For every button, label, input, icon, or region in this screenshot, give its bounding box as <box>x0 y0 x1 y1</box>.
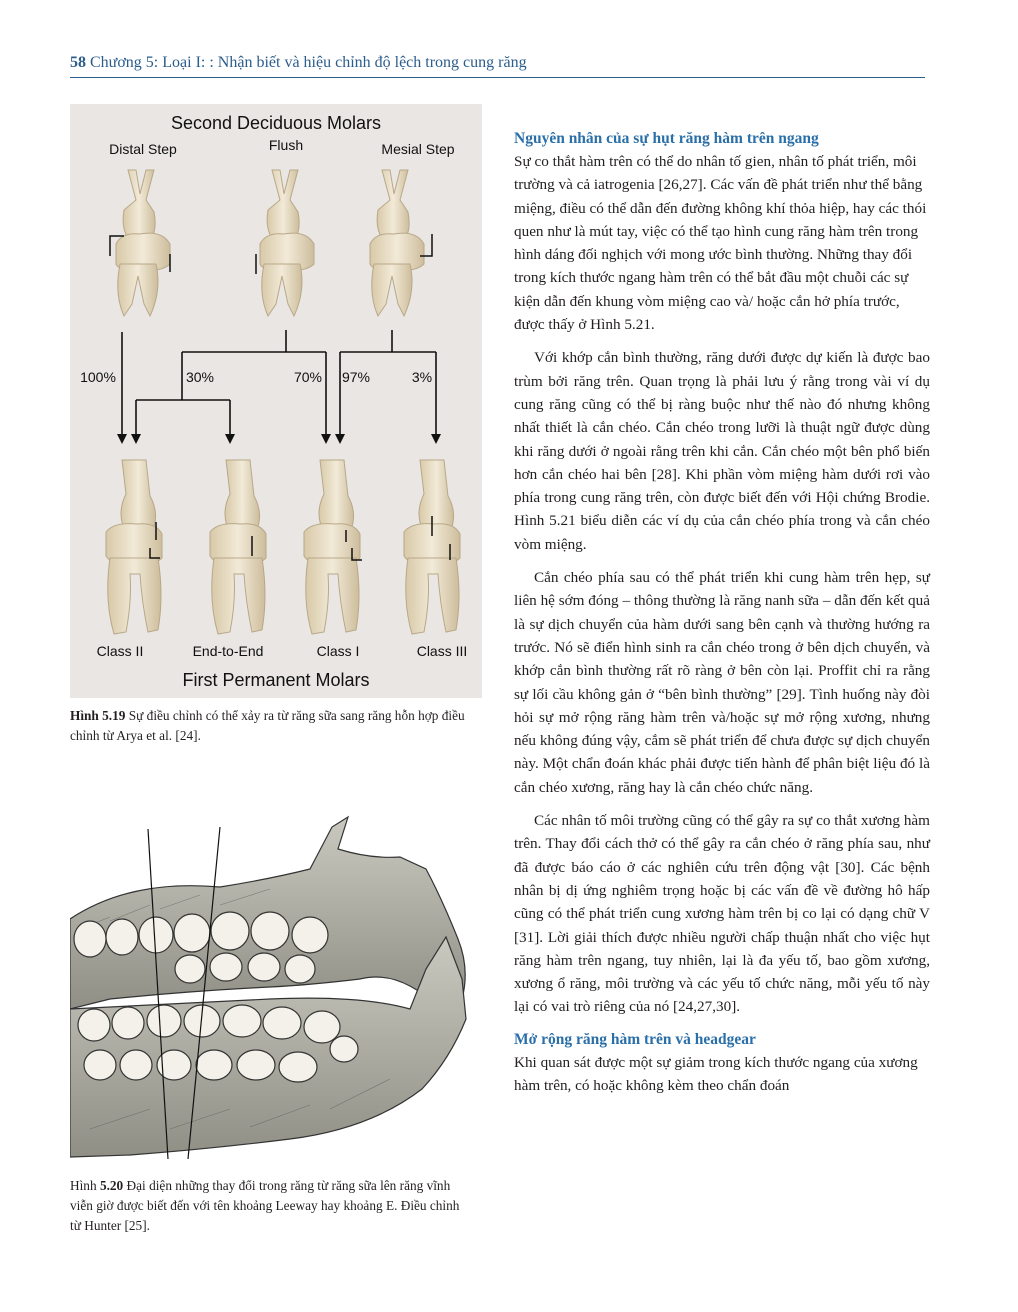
permanent-tooth-class-ii <box>106 460 162 634</box>
molar-diagram <box>70 104 482 698</box>
label-end-to-end: End-to-End <box>192 643 264 659</box>
paragraph: Cắn chéo phía sau có thể phát triển khi cung hàm trên hẹp, sự liên hệ sớm đóng – thông thường là răng nanh sữa – dẫn đến kết quả là sự dịch chuyển của hàm dưới sang bên cạnh và thường hướng ra trước. Nó sẽ điển hình sinh ra cắn chéo trong ở bên dịch chuyển, và khớp cắn bình thường rất rõ ràng ở bên còn lại. Proffit chỉ ra rằng sự lối cầu không gản ở “bên bình thường” [29]. Tình huống này đòi hỏi sự mở rộng răng hàm trên và/hoặc sự mở rộng xương, nhưng nếu không đúng vậy, cắm sẽ phát triển để chưa được sự dịch chuyển này. Một chẩn đoán khác phải được tiến hành để phân biệt liệu đó là cắn chéo xương, răng hay là cắn chéo chức năng. <box>514 569 930 796</box>
section-heading: Nguyên nhân của sự hụt răng hàm trên ngang <box>514 130 819 147</box>
flow-arrows <box>122 330 436 436</box>
jaw-illustration <box>70 809 482 1171</box>
section-heading: Mở rộng răng hàm trên và headgear <box>514 1030 756 1048</box>
label-class-iii: Class III <box>416 643 468 659</box>
permanent-tooth-class-iii <box>404 460 460 634</box>
chapter-title: Chương 5: Loại I: : Nhận biết và hiệu chỉnh độ lệch trong cung răng <box>90 54 527 71</box>
caption-prefix: Hình <box>70 1178 97 1193</box>
deciduous-tooth-mesial <box>370 170 432 316</box>
percent-97: 97% <box>341 369 371 385</box>
caption-label: 5.20 <box>99 1178 124 1193</box>
deciduous-tooth-distal <box>110 170 170 316</box>
figure-5-20 <box>70 809 482 1171</box>
label-mesial-step: Mesial Step <box>381 141 455 157</box>
header-rule <box>70 77 925 78</box>
label-distal-step: Distal Step <box>109 141 177 157</box>
permanent-tooth-end-to-end <box>210 460 266 634</box>
paragraph: Sự co thắt hàm trên có thể do nhân tố gien, nhân tố phát triển, môi trường và cả iatrogenia [26,27]. Các vấn đề phát triển như thể bằng miệng, điều có thể dẫn đến đường không khí thỏa hiệp, hay các thói quen như là mút tay, việc có thể tạo hình cung răng hàm trên trong hình dáng đối nghịch với mong ước bình thường. Những thay đổi trong kích thước ngang hàm trên có thể bắt đầu một chuỗi các sự kiện dẫn đến khung vòm miệng cao và/ hoặc cắn hở phía trước, được thấy ở Hình 5.21. <box>514 153 927 334</box>
figure-5-19 <box>70 104 482 698</box>
caption-figure-5-20 <box>70 1176 470 1236</box>
percent-100: 100% <box>80 369 116 385</box>
caption-label: Hình 5.19 <box>70 708 126 723</box>
percent-70: 70% <box>293 369 323 385</box>
diagram-top-title: Second Deciduous Molars <box>170 113 382 133</box>
running-header <box>70 54 527 72</box>
paragraph: Các nhân tố môi trường cũng có thể gây ra sự co thắt xương hàm trên. Thay đổi cách thở có thể gây ra cắn chéo ở răng phía sau, như đã được báo cáo ở các nghiên cứu trên động vật [30]. Các bệnh nhân bị dị ứng nghiêm trọng hoặc bị các vấn đề về đường hô hấp cũng có thể phát triển cung xương hàm trên bị co lại có dạng chữ V [31]. Lời giải thích được nhiều người chấp thuận nhất cho việc hụt răng hàm trên ngang, tuy nhiên, lại là đa yếu tố, bao gồm xương, xương ổ răng, môi trường và các yếu tố chức năng, mỗi yếu tố này lại có vai trò riêng của nó [24,27,30]. <box>514 812 930 1016</box>
paragraph: Khi quan sát được một sự giảm trong kích thước ngang của xương hàm trên, có hoặc không kèm theo chẩn đoán <box>514 1053 918 1094</box>
right-column <box>514 128 930 1097</box>
caption-figure-5-19 <box>70 706 470 746</box>
page-number: 58 <box>70 54 86 71</box>
permanent-tooth-class-i <box>304 460 362 634</box>
diagram-bottom-title: First Permanent Molars <box>182 670 370 690</box>
paragraph: Với khớp cắn bình thường, răng dưới được dự kiến là được bao trùm bởi răng trên. Quan trọng là phải lưu ý rằng trong vài ví dụ cung răng cũng có thể bị ràng buộc như thế nào đó nhưng không nhất thiết là cắn chéo. Cắn chéo trong lưỡi là thuật ngữ được dùng khi răng dưới ở ngoài rằng trên khi cắn. Cắn chéo một bên phổ biến hơn cắn chéo hai bên [28]. Khi phần vòm miệng hàm dưới rơi vào phía trong cung răng trên, còn được biết đến với Hội chứng Brodie. Hình 5.21 biểu diễn các ví dụ của cắn chéo phía trong và cắn chéo vòm miệng. <box>514 349 930 553</box>
percent-30: 30% <box>185 369 215 385</box>
caption-text: Đại diện những thay đổi trong răng từ răng sữa lên răng vĩnh viễn giờ được biết đến với tên khoảng Leeway hay khoảng E. Điều chỉnh từ Hunter [25]. <box>70 1178 460 1233</box>
caption-text: Sự điều chỉnh có thể xảy ra từ răng sữa sang răng hỗn hợp điều chỉnh từ Arya et al. [24]. <box>70 708 465 743</box>
label-flush: Flush <box>268 137 304 153</box>
label-class-ii: Class II <box>96 643 144 659</box>
percent-3: 3% <box>411 369 433 385</box>
label-class-i: Class I <box>316 643 360 659</box>
deciduous-tooth-flush <box>256 170 314 316</box>
arrow-heads <box>117 434 441 444</box>
